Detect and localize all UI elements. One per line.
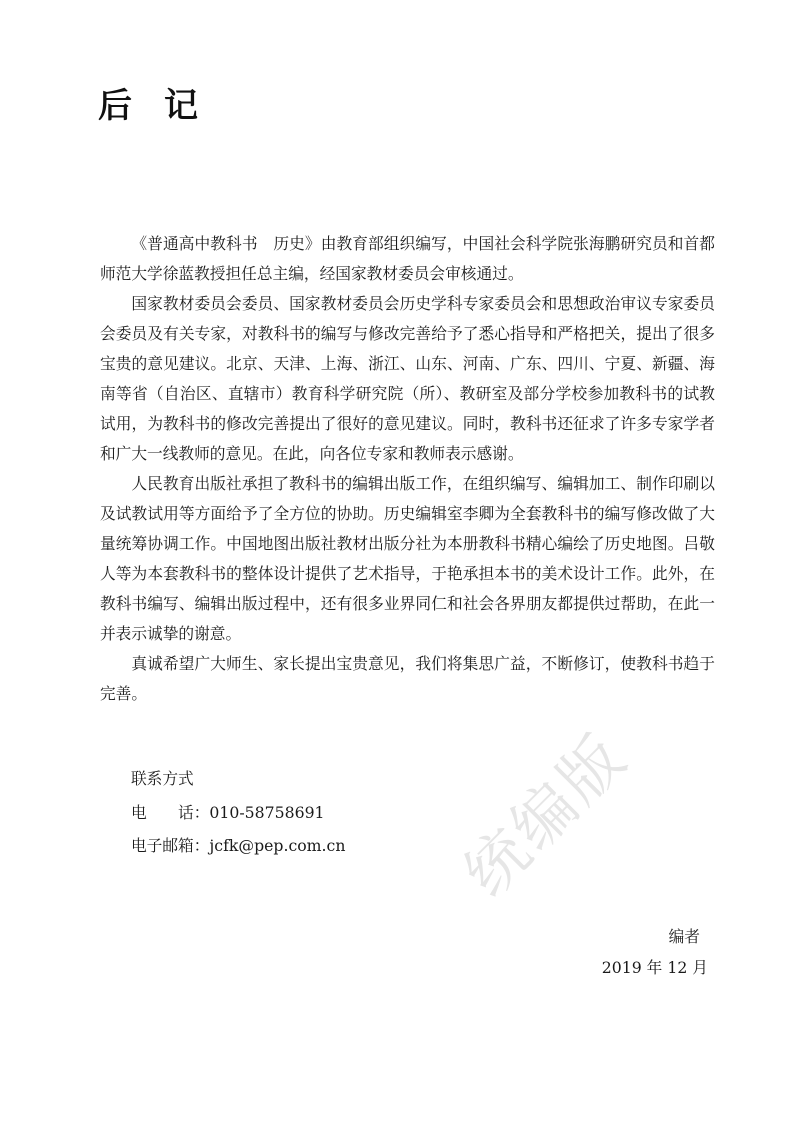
signature-date: 2019 年 12 月 [601,958,708,977]
paragraph-feedback: 真诚希望广大师生、家长提出宝贵意见，我们将集思广益，不断修订，使教科书趋于完善。 [100,654,715,703]
paragraph-publisher: 人民教育出版社承担了教科书的编辑出版工作，在组织编写、编辑加工、制作印刷以及试教试用等方面给予了全方位的协助。历史编辑室李卿为全套教科书的编写修改做了大量统筹协调工作。中国地图出版社教材出版分社为本册教科书精心编绘了历史地图。吕敬人等为本套教科书的整体设计提供了艺术指导，于艳承担本书的美术设计工作。此外，在教科书编写、编辑出版过程中，还有很多业界同仁和社会各界朋友都提供过帮助，在此一并表示诚挚的谢意。 [100,474,715,643]
signature [602,921,708,983]
page-title: 后记 [98,86,230,126]
contact-phone: 电 话：010-58758691 [131,802,325,822]
afterword-body [100,229,715,709]
signature-editor: 编者 [668,927,700,946]
contact-email: 电子邮箱：jcfk@pep.com.cn [131,836,346,855]
contact-heading: 联系方式 [131,769,194,788]
paragraph-acknowledgements: 国家教材委员会委员、国家教材委员会历史学科专家委员会和思想政治审议专家委员会委员及有关专家，对教科书的编写与修改完善给予了悉心指导和严格把关，提出了很多宝贵的意见建议。北京、天津、上海、浙江、山东、河南、广东、四川、宁夏、新疆、海南等省（自治区、直辖市）教育科学研究院（所）、教研室及部分学校参加教科书的试教试用，为教科书的修改完善提出了很好的意见建议。同时，教科书还征求了许多专家学者和广大一线教师的意见。在此，向各位专家和教师表示感谢。 [100,294,715,463]
contact-info [131,762,345,863]
watermark: 统编版 [449,718,642,911]
paragraph-authorship: 《普通高中教科书 历史》由教育部组织编写，中国社会科学院张海鹏研究员和首都师范大学徐蓝教授担任总主编，经国家教材委员会审核通过。 [100,234,715,283]
